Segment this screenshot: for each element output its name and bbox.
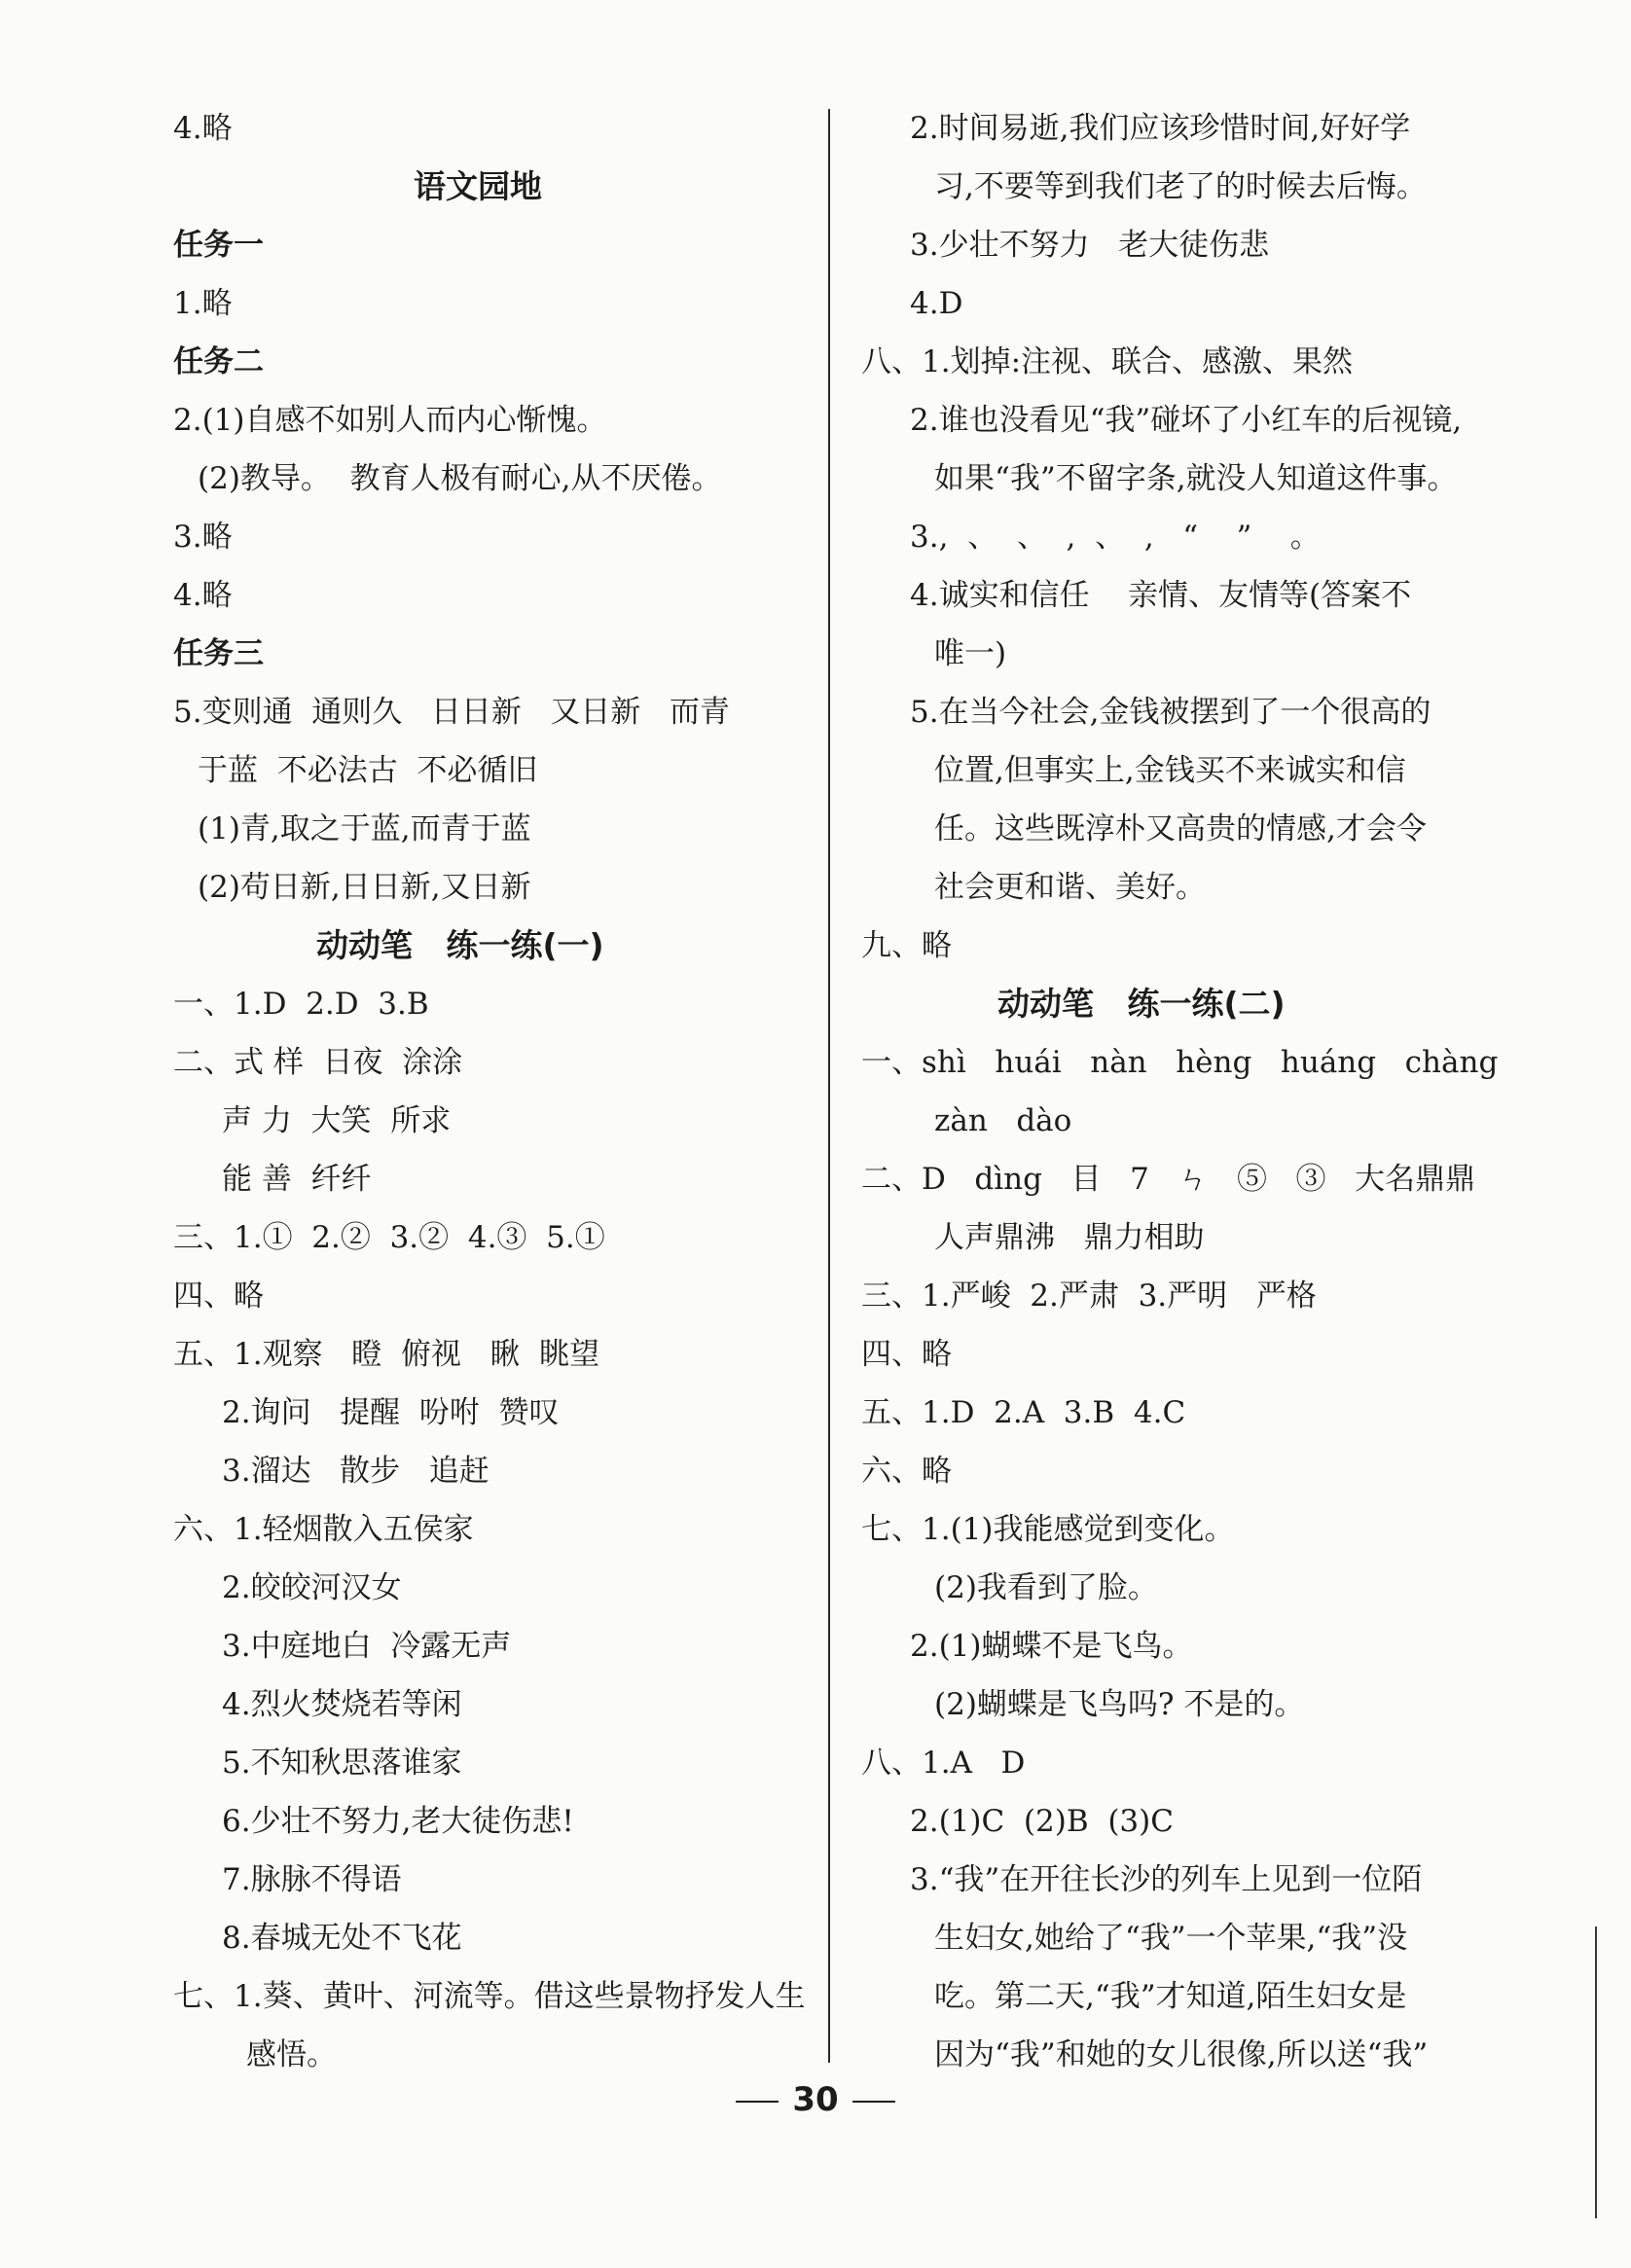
right-column-line: 八、1.划掉:注视、联合、感激、果然 xyxy=(861,344,1354,379)
left-column-line: 三、1.① 2.② 3.② 4.③ 5.① xyxy=(173,1220,605,1255)
left-column-line: 语文园地 xyxy=(414,167,542,205)
left-column-line: 动动笔 练一练(一) xyxy=(316,926,604,964)
right-column-line: 因为“我”和她的女儿很像,所以送“我” xyxy=(934,2037,1429,2072)
left-column-line: 3.中庭地白 冷露无声 xyxy=(222,1629,512,1664)
right-column-line: 社会更和谐、美好。 xyxy=(934,870,1206,905)
left-column-line: 2.皎皎河汉女 xyxy=(222,1570,402,1605)
left-column-line: 5.变则通 通则久 日日新 又日新 而青 xyxy=(173,695,730,730)
right-column-line: 如果“我”不留字条,就没人知道这件事。 xyxy=(934,461,1458,496)
right-column-line: 2.(1)蝴蝶不是飞鸟。 xyxy=(910,1629,1193,1664)
left-column-line: 任务一 xyxy=(173,228,264,263)
left-column-line: 任务二 xyxy=(173,344,264,379)
left-column-line: 3.略 xyxy=(173,520,233,555)
left-column-line: 五、1.观察 瞪 俯视 瞅 眺望 xyxy=(173,1337,600,1372)
left-column-line: 能 善 纤纤 xyxy=(222,1162,372,1197)
right-column-line: 4.D xyxy=(910,286,963,321)
right-column-line: zàn dào xyxy=(934,1103,1072,1138)
page-edge-mark xyxy=(1595,1926,1597,2218)
left-column-line: 6.少壮不努力,老大徒伤悲! xyxy=(222,1804,574,1839)
left-column-line: 2.询问 提醒 吩咐 赞叹 xyxy=(222,1395,560,1430)
left-column-line: 4.烈火焚烧若等闲 xyxy=(222,1687,462,1722)
right-column-line: 六、略 xyxy=(861,1454,952,1489)
left-column-line: 2.(1)自感不如别人而内心惭愧。 xyxy=(173,403,607,438)
left-column-line: 4.略 xyxy=(173,111,233,146)
right-column-line: 2.谁也没看见“我”碰坏了小红车的后视镜, xyxy=(910,403,1463,438)
right-column-line: 八、1.A D xyxy=(861,1746,1026,1781)
right-column-line: 唯一) xyxy=(934,636,1007,671)
left-column-line: 声 力 大笑 所求 xyxy=(222,1103,452,1138)
right-column-line: 生妇女,她给了“我”一个苹果,“我”没 xyxy=(934,1921,1408,1956)
left-column-line: 1.略 xyxy=(173,286,233,321)
right-column-line: 九、略 xyxy=(861,928,952,963)
right-column-line: 2.时间易逝,我们应该珍惜时间,好好学 xyxy=(910,111,1411,146)
left-column-line: 5.不知秋思落谁家 xyxy=(222,1746,462,1781)
left-column-line: (1)青,取之于蓝,而青于蓝 xyxy=(198,811,531,846)
right-column-line: 人声鼎沸 鼎力相助 xyxy=(934,1220,1205,1255)
right-column-line: 任。这些既淳朴又高贵的情感,才会令 xyxy=(934,811,1427,846)
right-column-line: 吃。第二天,“我”才知道,陌生妇女是 xyxy=(934,1979,1407,2014)
left-column-line: 感悟。 xyxy=(246,2037,337,2072)
right-column-line: 4.诚实和信任 亲情、友情等(答案不 xyxy=(910,578,1412,613)
right-column-line: (2)蝴蝶是飞鸟吗? 不是的。 xyxy=(934,1687,1305,1722)
left-column-line: (2)教导。 教育人极有耐心,从不厌倦。 xyxy=(198,461,722,496)
left-column-line: 六、1.轻烟散入五侯家 xyxy=(173,1512,474,1547)
left-column-line: 七、1.葵、黄叶、河流等。借这些景物抒发人生 xyxy=(173,1979,806,2014)
right-column-line: 三、1.严峻 2.严肃 3.严明 严格 xyxy=(861,1278,1317,1314)
right-column-line: 位置,但事实上,金钱买不来诚实和信 xyxy=(934,753,1406,788)
right-column-line: 四、略 xyxy=(861,1337,952,1372)
right-column-line: 2.(1)C (2)B (3)C xyxy=(910,1804,1174,1839)
left-column-line: 3.溜达 散步 追赶 xyxy=(222,1454,489,1489)
page-number: 30 xyxy=(792,2080,839,2119)
right-column-line: 动动笔 练一练(二) xyxy=(997,985,1286,1023)
page-footer xyxy=(0,2080,1631,2119)
footer-dash-right xyxy=(852,2101,895,2103)
right-column-line: 七、1.(1)我能感觉到变化。 xyxy=(861,1512,1235,1547)
left-column-line: 一、1.D 2.D 3.B xyxy=(173,987,429,1022)
left-column-line: 二、式 样 日夜 涂涂 xyxy=(173,1045,463,1080)
left-column-line: 于蓝 不必法古 不必循旧 xyxy=(198,753,538,788)
left-column-line: 4.略 xyxy=(173,578,233,613)
left-column-line: 任务三 xyxy=(173,636,264,671)
right-column-line: 习,不要等到我们老了的时候去后悔。 xyxy=(934,169,1427,204)
footer-dash-left xyxy=(736,2101,779,2103)
right-column-line: 3.少壮不努力 老大徒伤悲 xyxy=(910,228,1270,263)
right-column-line: 五、1.D 2.A 3.B 4.C xyxy=(861,1395,1186,1430)
left-column-line: 7.脉脉不得语 xyxy=(222,1862,402,1897)
right-column-line: 5.在当今社会,金钱被摆到了一个很高的 xyxy=(910,695,1432,730)
right-column-line: 二、D dìng 目 7 ㄣ ⑤ ③ 大名鼎鼎 xyxy=(861,1162,1476,1197)
right-column-line: (2)我看到了脸。 xyxy=(934,1570,1158,1605)
right-column-line: 3.“我”在开往长沙的列车上见到一位陌 xyxy=(910,1862,1423,1897)
column-divider xyxy=(828,109,830,2063)
left-column-line: 四、略 xyxy=(173,1278,264,1314)
right-column-line: 一、shì huái nàn hèng huáng chàng xyxy=(861,1045,1499,1080)
left-column-line: 8.春城无处不飞花 xyxy=(222,1921,462,1956)
right-column-line: 3., 、 、 , 、 , “ ” 。 xyxy=(910,520,1321,555)
left-column-line: (2)苟日新,日日新,又日新 xyxy=(198,870,531,905)
